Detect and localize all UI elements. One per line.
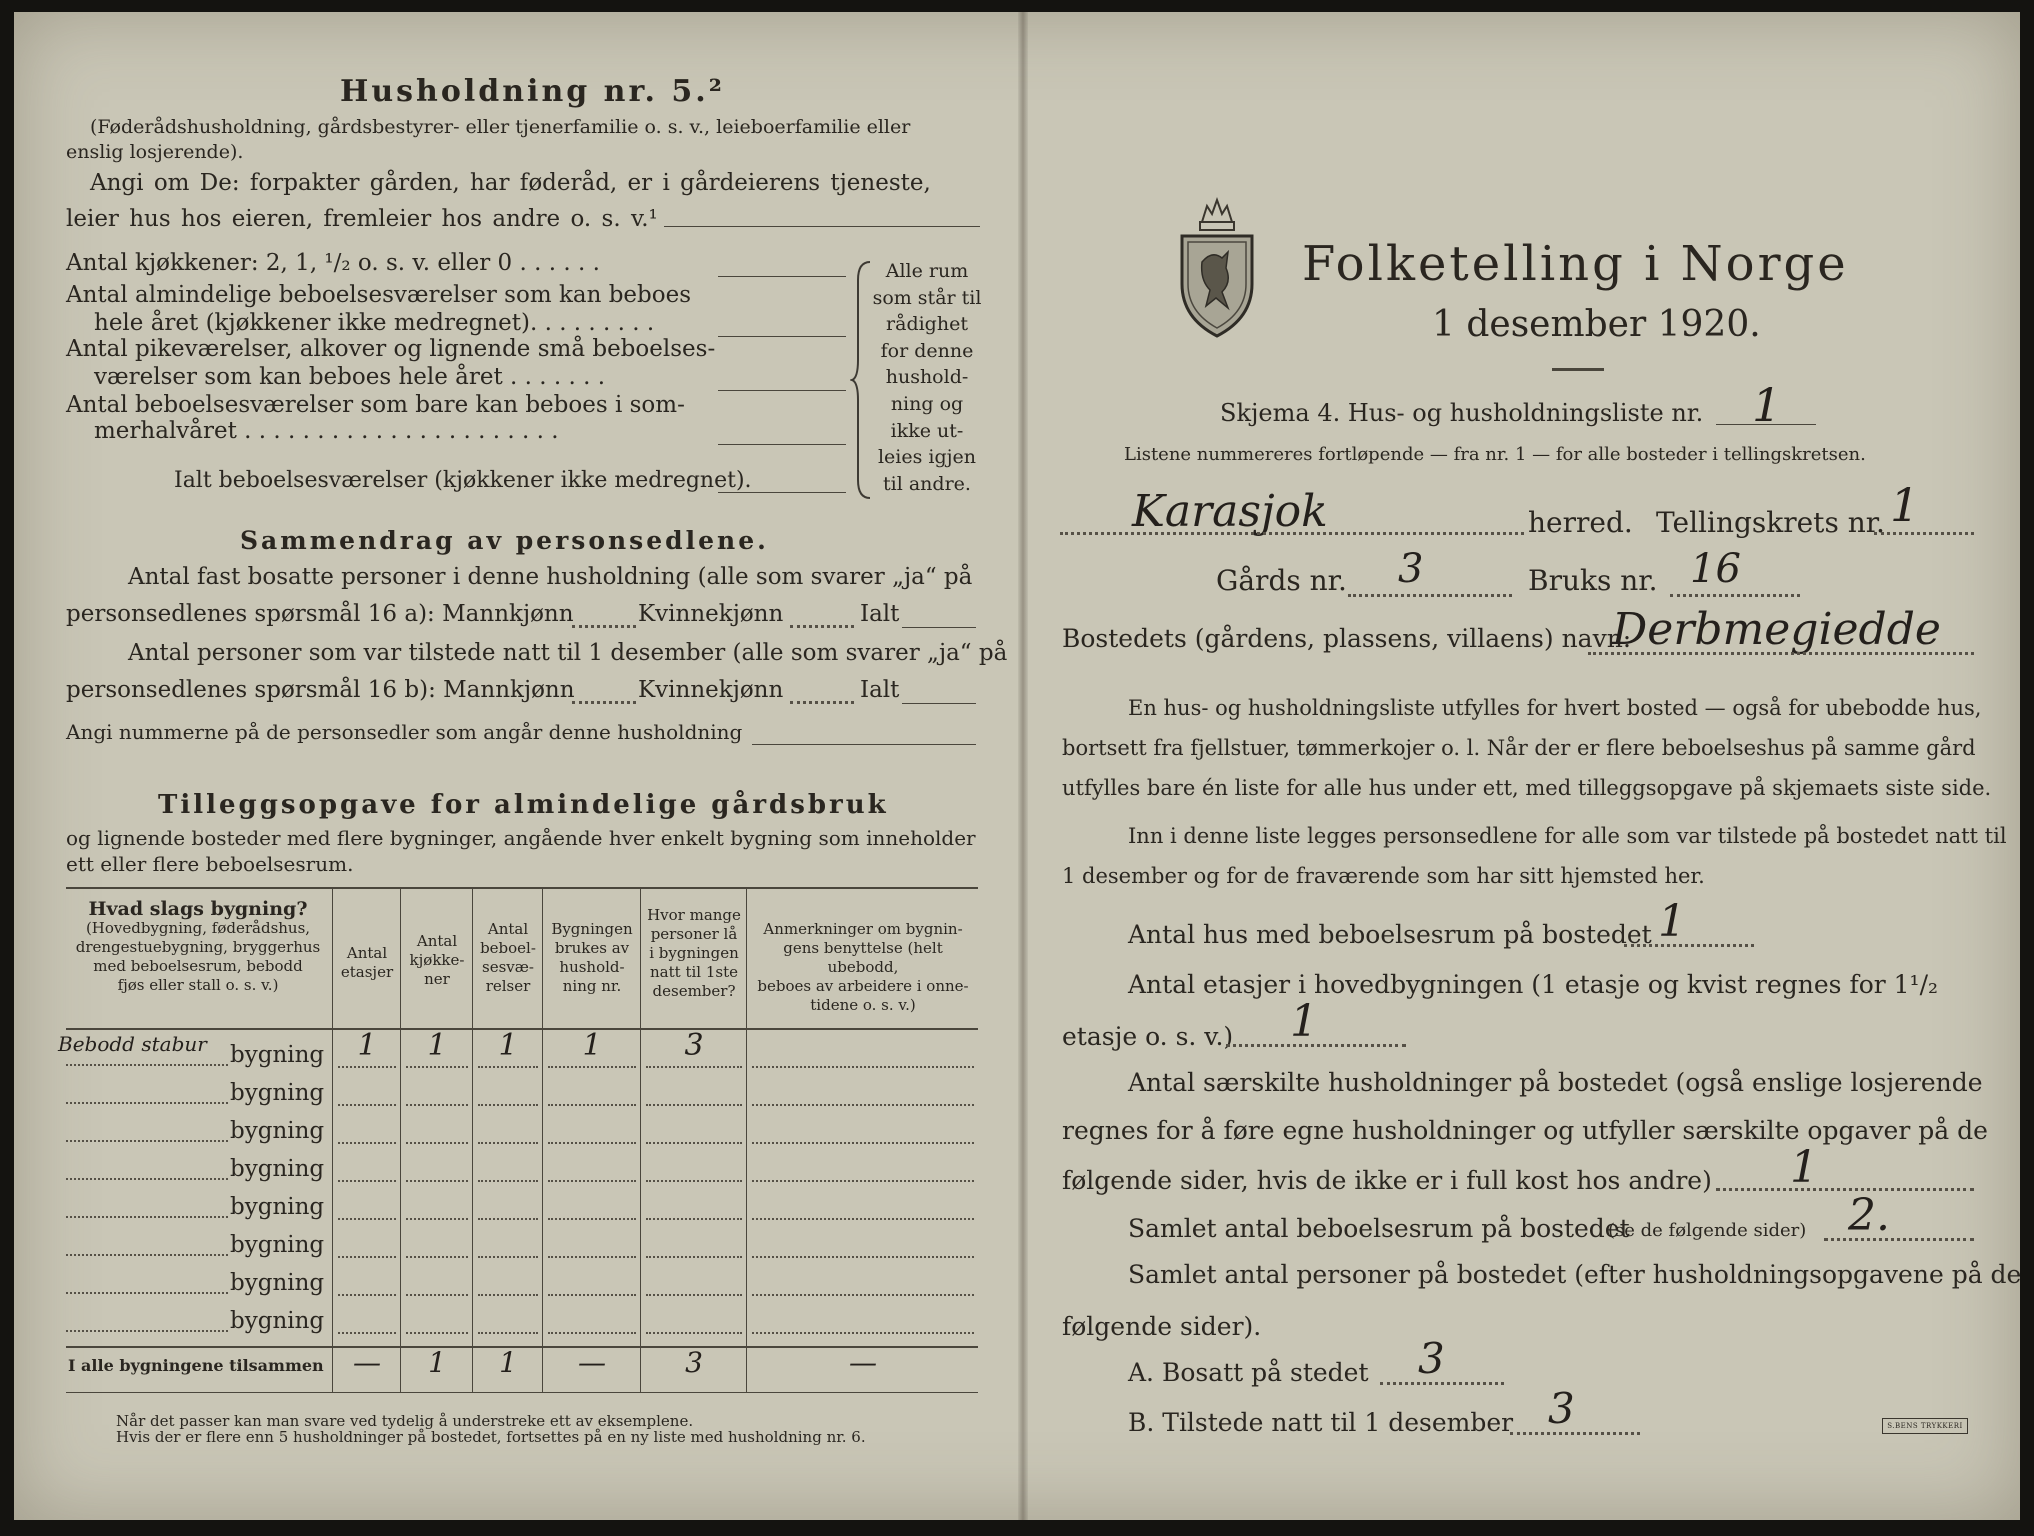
small-rooms-answer-line[interactable] — [718, 390, 846, 391]
cell-dotted-rule — [338, 1066, 396, 1068]
info-1: En hus- og husholdningsliste utfylles for hvert bosted — også for ubebodde hus, — [1128, 696, 1982, 720]
census-title: Folketelling i Norge — [1302, 236, 1849, 292]
building-name-field — [66, 1330, 228, 1332]
bygning-label: bygning — [230, 1156, 325, 1182]
gards-label: Gårds nr. — [1216, 564, 1347, 597]
sarskilte-line-1: Antal særskilte husholdninger på bostedet (også enslige losjerende — [1128, 1068, 1983, 1097]
footnote-2: Hvis der er flere enn 5 husholdninger på bostedet, fortsettes på en ny liste med husholdning nr. 6. — [116, 1428, 866, 1446]
cell-dotted-rule — [548, 1180, 636, 1182]
cell-dotted-rule — [548, 1104, 636, 1106]
tilstede-field[interactable] — [1510, 1432, 1640, 1435]
cell-dotted-rule — [338, 1142, 396, 1144]
cell-dotted-rule — [406, 1256, 468, 1258]
info-3: utfylles bare én liste for alle hus under ett, med tilleggsopgave på skjemaets siste side. — [1062, 776, 1992, 800]
tillegg-title: Tilleggsopgave for almindelige gårdsbruk — [158, 790, 889, 820]
bygning-label: bygning — [230, 1308, 325, 1334]
listene-note: Listene nummereres fortløpende — fra nr. 1 — for alle bosteder i tellingskretsen. — [1124, 444, 1866, 465]
tillegg-line-2: ett eller flere beboelsesrum. — [66, 852, 354, 876]
cell-dotted-rule — [752, 1294, 974, 1296]
building-name-field — [66, 1292, 228, 1294]
cell-dotted-rule — [338, 1104, 396, 1106]
cell-dotted-rule — [406, 1294, 468, 1296]
household-title: Husholdning nr. 5.² — [340, 74, 725, 109]
household-intro-1: (Føderådshusholdning, gårdsbestyrer- eller tjenerfamilie o. s. v., leieboerfamilie eller — [90, 116, 911, 138]
sammendrag-title: Sammendrag av personsedlene. — [240, 526, 769, 555]
fast-line-1: Antal fast bosatte personer i denne husholdning (alle som svarer „ja“ på — [128, 564, 973, 590]
side-note: Alle rum som står til rådighet for denne hushold- ning og ikke ut- leies igjen til andre. — [872, 260, 982, 495]
cell-dotted-rule — [338, 1218, 396, 1220]
fast-total-field[interactable] — [902, 627, 976, 628]
cell-dotted-rule — [646, 1218, 742, 1220]
cell-dotted-rule — [406, 1332, 468, 1334]
sarskilte-line-3: følgende sider, hvis de ikke er i full kost hos andre) — [1062, 1166, 1712, 1195]
building-name-field — [66, 1140, 228, 1142]
fast-male-field[interactable] — [572, 625, 636, 628]
page-fold — [1018, 12, 1028, 1520]
col-rule-3 — [472, 888, 473, 1392]
building-name-field — [66, 1064, 228, 1066]
header-building-type: Hvad slags bygning? (Hovedbygning, føderådshus, drengestuebygning, bryggerhus med beboelsesrum, bebodd fjøs eller stall o. s. v.) — [75, 898, 321, 994]
angi-answer-line[interactable] — [664, 226, 980, 227]
cell-dotted-rule — [548, 1332, 636, 1334]
angi-line-1: Angi om De: forpakter gården, har føderåd, er i gårdeierens tjeneste, — [90, 170, 931, 196]
col-rule-6 — [746, 888, 747, 1392]
table-top-rule — [66, 887, 978, 889]
cell-dotted-rule — [646, 1256, 742, 1258]
cell-dotted-rule — [752, 1180, 974, 1182]
total-vaerelser: 1 — [499, 1346, 517, 1379]
building-name-field — [66, 1178, 228, 1180]
bruks-label: Bruks nr. — [1528, 564, 1658, 597]
cell-dotted-rule — [406, 1142, 468, 1144]
bosatt-value: 3 — [1418, 1334, 1445, 1383]
gards-field[interactable] — [1348, 594, 1512, 597]
tellingskrets-label: Tellingskrets nr. — [1656, 506, 1885, 539]
col-rule-5 — [640, 888, 641, 1392]
rooms-ordinary-1: Antal almindelige beboelsesværelser som kan beboes — [66, 282, 692, 308]
cell-dotted-rule — [752, 1332, 974, 1334]
tilstede-total-field[interactable] — [902, 703, 976, 704]
nummerne-line: Angi nummerne på de personsedler som angår denne husholdning — [66, 720, 743, 744]
building-name-field — [66, 1102, 228, 1104]
samlet-rum-label: Samlet antal beboelsesrum på bostedet — [1128, 1214, 1630, 1243]
cell-dotted-rule — [478, 1066, 538, 1068]
cell-dotted-rule — [478, 1294, 538, 1296]
herred-value: Karasjok — [1132, 486, 1328, 537]
tellingskrets-field[interactable] — [1874, 532, 1974, 535]
samlet-rum-note: (se de følgende sider) — [1608, 1220, 1807, 1241]
rooms-total-answer-line[interactable] — [718, 492, 846, 493]
cell-dotted-rule — [338, 1294, 396, 1296]
header-husholdning: Bygningen brukes av hushold- ning nr. — [551, 920, 633, 995]
rooms-small-1: Antal pikeværelser, alkover og lignende små beboelses- — [66, 336, 716, 362]
cell-dotted-rule — [478, 1104, 538, 1106]
header-vaerelser: Antal beboel- sesvæ- relser — [480, 920, 536, 995]
tellingskrets-value: 1 — [1890, 478, 1920, 532]
building-name[interactable]: Bebodd stabur — [58, 1032, 207, 1056]
angi-line-2: leier hus hos eieren, fremleier hos andre o. s. v.¹ — [66, 206, 658, 232]
bosatt-label: A. Bosatt på stedet — [1128, 1358, 1369, 1387]
total-etasjer: — — [353, 1346, 381, 1379]
etasjer-value: 1 — [1290, 996, 1318, 1047]
herred-label: herred. — [1528, 506, 1633, 539]
cell-dotted-rule — [478, 1332, 538, 1334]
tilstede-line-2: personsedlenes spørsmål 16 b): Mannkjønn — [66, 677, 575, 703]
coat-of-arms-icon — [1172, 192, 1262, 342]
cell-dotted-rule — [338, 1256, 396, 1258]
col-rule-4 — [542, 888, 543, 1392]
cell-vaerelser[interactable]: 1 — [498, 1028, 518, 1063]
bosted-field[interactable] — [1588, 652, 1974, 655]
cell-dotted-rule — [478, 1142, 538, 1144]
sarskilte-field[interactable] — [1716, 1188, 1974, 1191]
info-5: 1 desember og for de fraværende som har sitt hjemsted her. — [1062, 864, 1705, 888]
bygning-label: bygning — [230, 1232, 325, 1258]
col-rule-2 — [400, 888, 401, 1392]
fast-line-2: personsedlenes spørsmål 16 a): Mannkjønn — [66, 601, 574, 627]
tilstede-female-field[interactable] — [790, 701, 854, 704]
ordinary-rooms-answer-line[interactable] — [718, 336, 846, 337]
rooms-kitchens: Antal kjøkkener: 2, 1, ¹/₂ o. s. v. eller 0 . . . . . . — [66, 250, 600, 276]
cell-kjokkener[interactable]: 1 — [427, 1028, 447, 1063]
hus-value: 1 — [1658, 896, 1686, 947]
bosted-value: Derbmegiedde — [1612, 604, 1941, 655]
rooms-total-label: Ialt beboelsesværelser (kjøkkener ikke medregnet). — [174, 468, 752, 493]
building-name-field — [66, 1216, 228, 1218]
cell-dotted-rule — [646, 1294, 742, 1296]
rooms-ordinary-2: hele året (kjøkkener ikke medregnet). . . . . . . . . — [94, 310, 655, 336]
col-rule-1 — [332, 888, 333, 1392]
cell-dotted-rule — [548, 1294, 636, 1296]
etasjer-field[interactable] — [1226, 1044, 1406, 1047]
cell-etasjer[interactable]: 1 — [357, 1028, 377, 1063]
footnote-1: Når det passer kan man svare ved tydelig å understreke ett av eksemplene. — [116, 1412, 694, 1430]
printer-stamp: S.BENS TRYKKERI — [1882, 1418, 1968, 1434]
cell-dotted-rule — [406, 1180, 468, 1182]
bygning-label: bygning — [230, 1118, 325, 1144]
household-intro-2: enslig losjerende). — [66, 141, 244, 163]
tillegg-line-1: og lignende bosteder med flere bygninger, angående hver enkelt bygning som inneholder — [66, 826, 976, 850]
hus-field[interactable] — [1624, 944, 1754, 947]
bruks-field[interactable] — [1670, 594, 1800, 597]
header-personer: Hvor mange personer lå i bygningen natt til 1ste desember? — [647, 906, 741, 1000]
rooms-small-2: værelser som kan beboes hele året . . . . . . . — [94, 364, 606, 390]
samlet-rum-value: 2. — [1848, 1190, 1890, 1241]
cell-dotted-rule — [646, 1180, 742, 1182]
bygning-label: bygning — [230, 1270, 325, 1296]
total-husholdning: — — [578, 1346, 606, 1379]
cell-dotted-rule — [752, 1066, 974, 1068]
rooms-summer-2: merhalvåret . . . . . . . . . . . . . . . . . . . . . . — [94, 418, 559, 444]
tilstede-total-label: Ialt — [860, 677, 900, 703]
bosatt-field[interactable] — [1380, 1382, 1504, 1385]
cell-dotted-rule — [646, 1066, 742, 1068]
cell-personer[interactable]: 3 — [684, 1028, 704, 1063]
header-anmerkninger: Anmerkninger om bygnin- gens benyttelse (helt ubebodd, beboes av arbeidere i onne- tidene o. s. v.) — [757, 920, 969, 1014]
cell-dotted-rule — [752, 1256, 974, 1258]
cell-dotted-rule — [752, 1218, 974, 1220]
skjema-number-line — [1716, 424, 1816, 425]
skjema-label: Skjema 4. Hus- og husholdningsliste nr. — [1220, 399, 1704, 427]
fast-total-label: Ialt — [860, 601, 900, 627]
tilstede-line-1: Antal personer som var tilstede natt til 1 desember (alle som svarer „ja“ på — [128, 640, 1008, 666]
tilstede-label: B. Tilstede natt til 1 desember — [1128, 1408, 1514, 1437]
table-bottom-rule — [66, 1392, 978, 1393]
cell-dotted-rule — [548, 1256, 636, 1258]
skjema-number: 1 — [1752, 378, 1782, 432]
info-2: bortsett fra fjellstuer, tømmerkojer o. l. Når der er flere beboelseshus på samme gård — [1062, 736, 1976, 760]
herred-field[interactable] — [1060, 532, 1524, 535]
cell-dotted-rule — [406, 1218, 468, 1220]
total-row-label: I alle bygningene tilsammen — [68, 1356, 324, 1375]
cell-dotted-rule — [338, 1332, 396, 1334]
cell-dotted-rule — [478, 1180, 538, 1182]
fast-female-field[interactable] — [790, 625, 854, 628]
bruks-value: 16 — [1690, 546, 1741, 592]
cell-dotted-rule — [406, 1066, 468, 1068]
cell-dotted-rule — [646, 1104, 742, 1106]
samlet-rum-field[interactable] — [1824, 1238, 1974, 1241]
kitchens-answer-line[interactable] — [718, 276, 846, 277]
tilstede-value: 3 — [1548, 1384, 1575, 1433]
tilstede-female-label: Kvinnekjønn — [638, 677, 784, 703]
total-anmerkninger: — — [849, 1346, 877, 1379]
cell-dotted-rule — [478, 1256, 538, 1258]
summer-rooms-answer-line[interactable] — [718, 444, 846, 445]
tilstede-male-field[interactable] — [572, 701, 636, 704]
cell-dotted-rule — [646, 1332, 742, 1334]
sarskilte-line-2: regnes for å føre egne husholdninger og utfyller særskilte opgaver på de — [1062, 1116, 1988, 1145]
etasjer-line-2: etasje o. s. v.) — [1062, 1022, 1234, 1051]
census-date: 1 desember 1920. — [1432, 304, 1761, 345]
bygning-label: bygning — [230, 1080, 325, 1106]
cell-dotted-rule — [478, 1218, 538, 1220]
sarskilte-value: 1 — [1790, 1142, 1818, 1193]
cell-dotted-rule — [548, 1218, 636, 1220]
bygning-label: bygning — [230, 1042, 325, 1068]
info-4: Inn i denne liste legges personsedlene for alle som var tilstede på bostedet natt til — [1128, 824, 2007, 848]
hus-label: Antal hus med beboelsesrum på bostedet — [1128, 920, 1652, 949]
etasjer-line-1: Antal etasjer i hovedbygningen (1 etasje og kvist regnes for 1¹/₂ — [1128, 970, 1939, 999]
building-name-field — [66, 1254, 228, 1256]
bygning-label: bygning — [230, 1194, 325, 1220]
samlet-pers-line-2: følgende sider). — [1062, 1312, 1262, 1341]
nummerne-field[interactable] — [752, 744, 976, 745]
gards-value: 3 — [1398, 546, 1424, 592]
cell-dotted-rule — [548, 1142, 636, 1144]
cell-dotted-rule — [338, 1180, 396, 1182]
fast-female-label: Kvinnekjønn — [638, 601, 784, 627]
bosted-label: Bostedets (gårdens, plassens, villaens) navn: — [1062, 624, 1632, 653]
header-kjokkener: Antal kjøkke- ner — [409, 932, 465, 988]
cell-dotted-rule — [646, 1142, 742, 1144]
cell-dotted-rule — [752, 1142, 974, 1144]
cell-dotted-rule — [752, 1104, 974, 1106]
cell-husholdning[interactable]: 1 — [582, 1028, 602, 1063]
cell-dotted-rule — [406, 1104, 468, 1106]
header-etasjer: Antal etasjer — [340, 944, 394, 981]
title-rule — [1552, 368, 1604, 371]
total-personer: 3 — [685, 1346, 703, 1379]
samlet-pers-line-1: Samlet antal personer på bostedet (efter husholdningsopgavene på de — [1128, 1260, 2022, 1289]
total-kjokkener: 1 — [428, 1346, 446, 1379]
cell-dotted-rule — [548, 1066, 636, 1068]
rooms-summer-1: Antal beboelsesværelser som bare kan beboes i som- — [66, 392, 685, 418]
